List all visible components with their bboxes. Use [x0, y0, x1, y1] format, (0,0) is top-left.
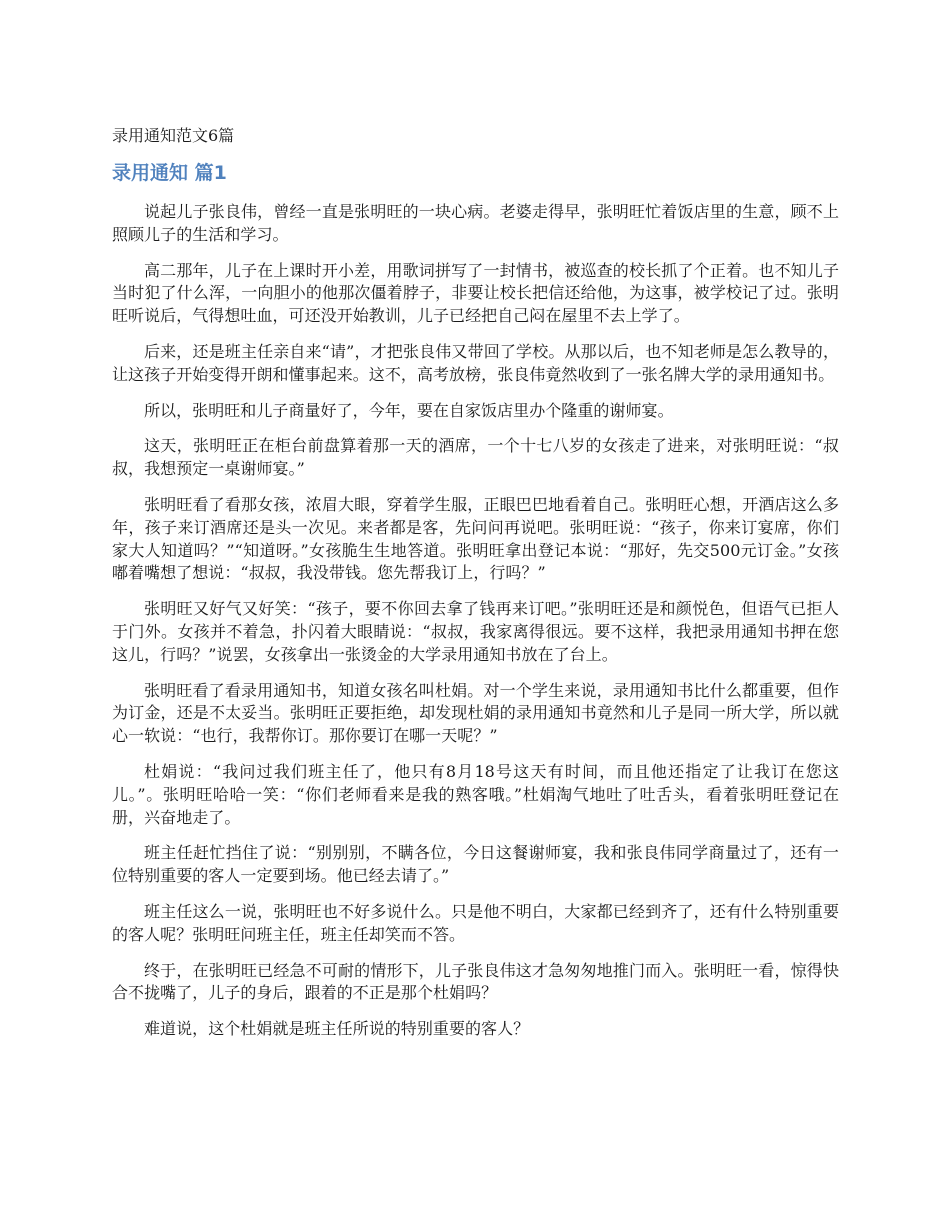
paragraph-3: 后来，还是班主任亲自来“请”，才把张良伟又带回了学校。从那以后，也不知老师是怎么教导的，让这孩子开始变得开朗和懂事起来。这不，高考放榜，张良伟竟然收到了一张名牌大学的录用通知书。: [112, 341, 839, 384]
paragraph-6: 张明旺看了看那女孩，浓眉大眼，穿着学生服，正眼巴巴地看着自己。张明旺心想，开酒店这么多年，孩子来订酒席还是头一次见。来者都是客，先问问再说吧。张明旺说：“孩子，你来订宴席，你们家大人知道吗？”“知道呀。”女孩脆生生地答道。张明旺拿出登记本说：“那好，先交500元订金。”女孩嘟着嘴想了想说：“叔叔，我没带钱。您先帮我订上，行吗？”: [112, 494, 839, 583]
paragraph-12: 终于，在张明旺已经急不可耐的情形下，儿子张良伟这才急匆匆地推门而入。张明旺一看，惊得快合不拢嘴了，儿子的身后，跟着的不正是那个杜娟吗？: [112, 960, 839, 1003]
paragraph-11: 班主任这么一说，张明旺也不好多说什么。只是他不明白，大家都已经到齐了，还有什么特别重要的客人呢？张明旺问班主任，班主任却笑而不答。: [112, 901, 839, 944]
paragraph-9: 杜娟说：“我问过我们班主任了，他只有8月18号这天有时间，而且他还指定了让我订在您这儿。”。张明旺哈哈一笑：“你们老师看来是我的熟客哦。”杜娟淘气地吐了吐舌头，看着张明旺登记在册，兴奋地走了。: [112, 761, 839, 827]
document-page: [112, 124, 839, 1054]
paragraph-2: 高二那年，儿子在上课时开小差，用歌词拼写了一封情书，被巡查的校长抓了个正着。也不知儿子当时犯了什么浑，一向胆小的他那次僵着脖子，非要让校长把信还给他，为这事，被学校记了过。张明旺听说后，气得想吐血，可还没开始教训，儿子已经把自己闷在屋里不去上学了。: [112, 260, 839, 326]
paragraph-4: 所以，张明旺和儿子商量好了，今年，要在自家饭店里办个隆重的谢师宴。: [144, 400, 674, 420]
paragraph-1: 说起儿子张良伟，曾经一直是张明旺的一块心病。老婆走得早，张明旺忙着饭店里的生意，顾不上照顾儿子的生活和学习。: [112, 202, 839, 244]
paragraph-7: 张明旺又好气又好笑：“孩子，要不你回去拿了钱再来订吧。”张明旺还是和颜悦色，但语气已拒人于门外。女孩并不着急，扑闪着大眼睛说：“叔叔，我家离得很远。要不这样，我把录用通知书押在您这儿，行吗？”说罢，女孩拿出一张烫金的大学录用通知书放在了台上。: [112, 599, 839, 664]
document-title: 录用通知范文6篇: [112, 126, 235, 145]
paragraph-13: 难道说，这个杜娟就是班主任所说的特别重要的客人？: [144, 1019, 530, 1039]
section-heading: 录用通知 篇1: [112, 162, 227, 184]
paragraph-8: 张明旺看了看录用通知书，知道女孩名叫杜娟。对一个学生来说，录用通知书比什么都重要，但作为订金，还是不太妥当。张明旺正要拒绝，却发现杜娟的录用通知书竟然和儿子是同一所大学，所以就心一软说：“也行，我帮你订。那你要订在哪一天呢？”: [112, 680, 839, 746]
paragraph-10: 班主任赶忙挡住了说：“别别别，不瞒各位，今日这餐谢师宴，我和张良伟同学商量过了，还有一位特别重要的客人一定要到场。他已经去请了。”: [112, 843, 839, 886]
paragraph-5: 这天，张明旺正在柜台前盘算着那一天的酒席，一个十七八岁的女孩走了进来，对张明旺说：“叔叔，我想预定一桌谢师宴。”: [112, 436, 839, 479]
